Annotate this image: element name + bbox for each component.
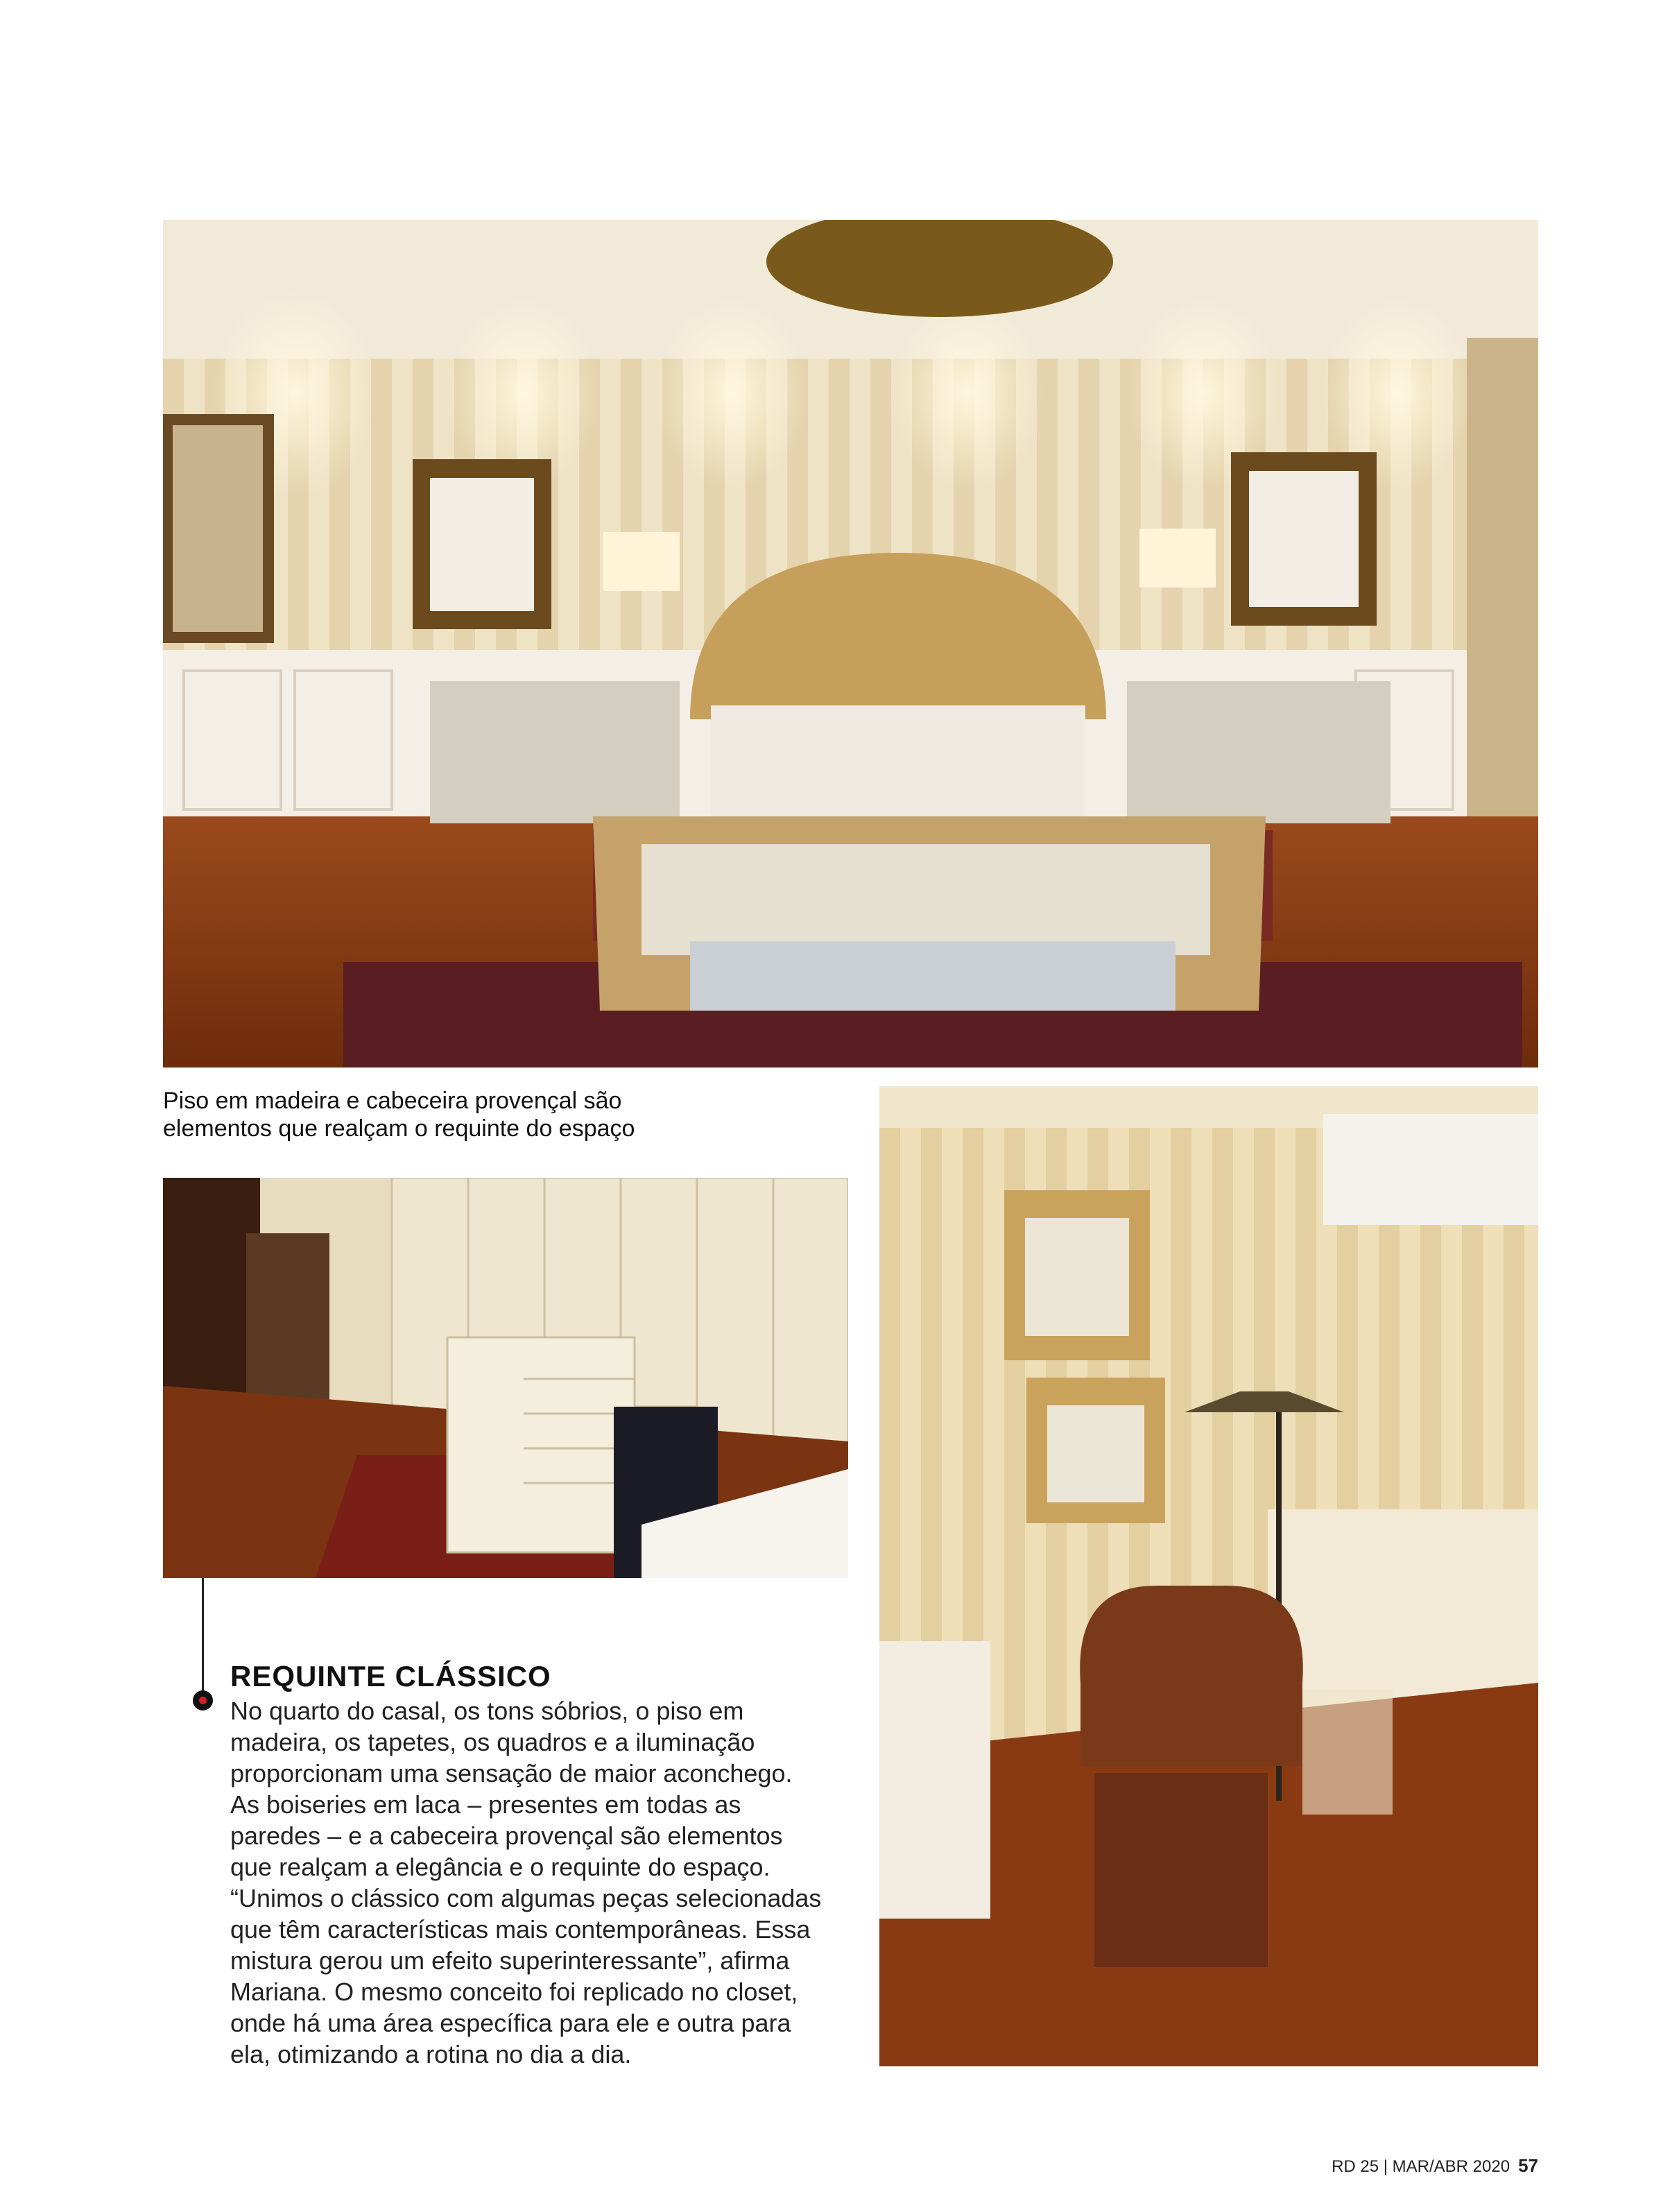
article-line: que têm características mais contemporâneas. Essa xyxy=(230,1915,811,1944)
article-line: mistura gerou um efeito superinteressante”, afirma xyxy=(230,1946,790,1975)
article-line: paredes – e a cabeceira provençal são elementos xyxy=(230,1821,783,1850)
page-footer xyxy=(1332,2155,1538,2177)
article-title: REQUINTE CLÁSSICO xyxy=(230,1660,551,1692)
issue-info: RD 25 | MAR/ABR 2020 xyxy=(1332,2157,1510,2176)
closet-photo xyxy=(163,1178,848,1578)
article-body xyxy=(230,1659,841,2070)
bedroom-photo xyxy=(163,220,1538,1068)
article-line: madeira, os tapetes, os quadros e a iluminação xyxy=(230,1728,755,1756)
caption-line: Piso em madeira e cabeceira provençal são xyxy=(163,1088,622,1114)
article-line: “Unimos o clássico com algumas peças selecionadas xyxy=(230,1884,822,1912)
article-line: ela, otimizando a rotina no dia a dia. xyxy=(230,2040,632,2068)
reading-corner-photo xyxy=(879,1086,1538,2066)
page-number: 57 xyxy=(1518,2155,1538,2176)
caption-line: elementos que realçam o requinte do espaço xyxy=(163,1115,635,1142)
accent-bullet xyxy=(193,1690,213,1711)
accent-line xyxy=(202,1578,204,1699)
article-line: onde há uma área específica para ele e outra para xyxy=(230,2009,791,2037)
article-line: que realçam a elegância e o requinte do espaço. xyxy=(230,1853,770,1881)
article-line: Mariana. O mesmo conceito foi replicado no closet, xyxy=(230,1978,798,2006)
article-paragraph xyxy=(230,1695,841,2070)
photo-caption xyxy=(163,1087,787,1142)
article-line: No quarto do casal, os tons sóbrios, o piso em xyxy=(230,1697,744,1725)
article-line: proporcionam uma sensação de maior aconchego. xyxy=(230,1759,793,1787)
article-line: As boiseries em laca – presentes em todas as xyxy=(230,1790,741,1819)
